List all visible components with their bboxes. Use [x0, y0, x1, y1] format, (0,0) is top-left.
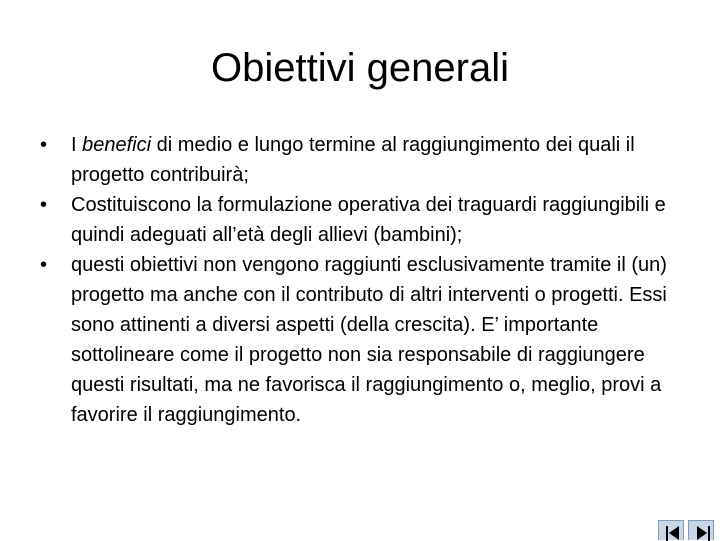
bullet-icon: •: [40, 134, 48, 156]
last-slide-button[interactable]: [688, 520, 714, 540]
bullet-text-suffix: di medio e lungo termine al raggiungimento dei quali il progetto contribuirà;: [71, 134, 635, 186]
bullet-item-questi-obiettivi: [40, 250, 680, 430]
bullet-item-benefici: [40, 130, 680, 190]
bullet-list: [40, 130, 680, 430]
first-slide-button[interactable]: [658, 520, 684, 540]
bullet-text: questi obiettivi non vengono raggiunti esclusivamente tramite il (un) progetto ma anche con il contributo di altri interventi o progetti. Essi sono attinenti a diversi aspetti (della crescita). E’ importante sottolineare come il progetto non sia responsabile di raggiungere questi risultati, ma ne favorisca il raggiungimento o, meglio, provi a favorire il raggiungimento.: [71, 254, 667, 426]
bullet-text-emphasis: benefici: [82, 134, 152, 156]
bullet-icon: •: [40, 194, 48, 216]
bullet-text-prefix: I: [71, 134, 83, 156]
slide-title: Obiettivi generali: [211, 46, 509, 90]
bullet-item-costituiscono: [40, 190, 680, 250]
bullet-icon: •: [40, 254, 48, 276]
bullet-text: Costituiscono la formulazione operativa dei traguardi raggiungibili e quindi adeguati all’età degli allievi (bambini);: [71, 194, 666, 246]
